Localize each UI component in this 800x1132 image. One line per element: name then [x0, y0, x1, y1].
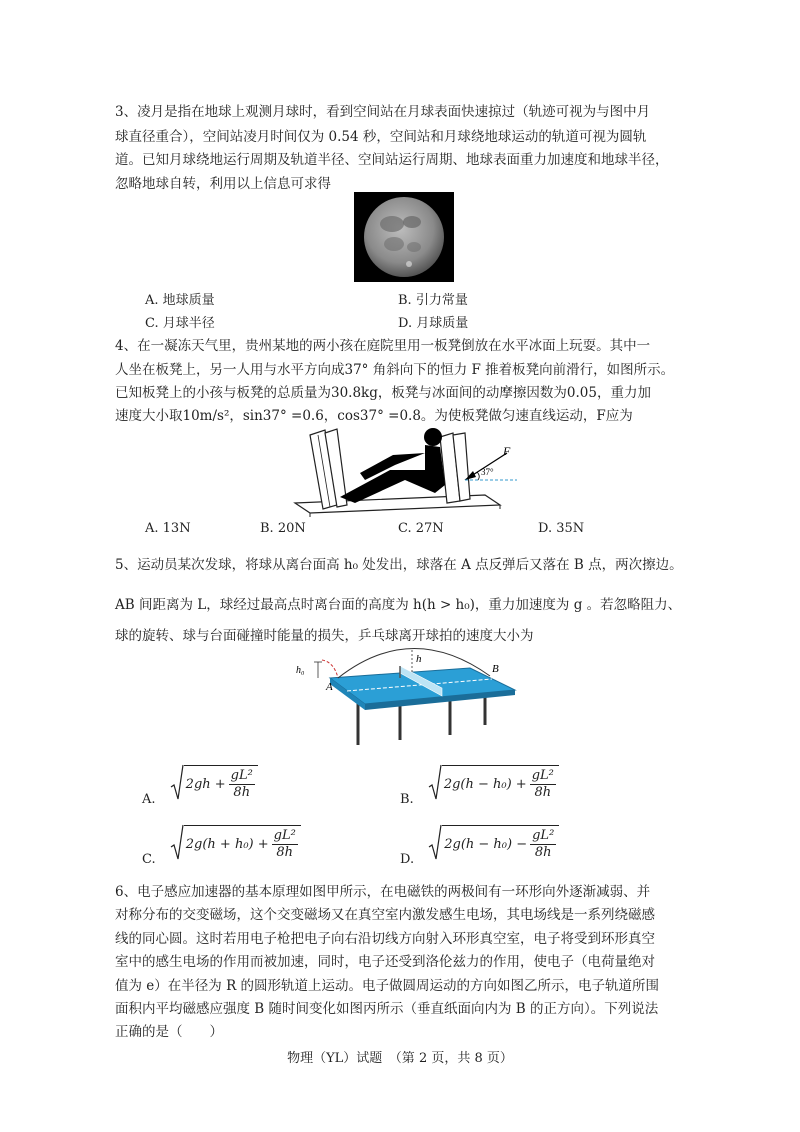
- q6-text-line: 线的同心圆。这时若用电子枪把电子向右沿切线方向射入环形真空室，电子将受到环形真空: [115, 931, 655, 947]
- q6-text-line: 室中的感生电场的作用而被加速，同时，电子还受到洛伦兹力的作用，使电子（电荷量绝对: [115, 954, 655, 970]
- q3-option-b: B. 引力常量: [398, 293, 468, 308]
- moon-image: [354, 192, 454, 282]
- q5-option-b: B. 2g(h − h₀) + $\frac{\text{gL²}}{8h}$: [400, 763, 559, 807]
- q4-option-c: C. 27N: [398, 521, 444, 536]
- moon-icon: [354, 192, 454, 282]
- q6-text-line: 对称分布的交变磁场，这个交变磁场又在真空室内激发感生电场，其电场线是一系列绕磁感: [115, 907, 655, 923]
- ping-pong-table-figure: [290, 640, 530, 750]
- h-label: h: [416, 653, 422, 665]
- q4-option-a: A. 13N: [145, 521, 191, 536]
- q3-option-a: A. 地球质量: [145, 293, 215, 308]
- q3-option-c: C. 月球半径: [145, 316, 215, 331]
- q5-option-d: D. 2g(h − h₀) − $\frac{\text{gL²}}{8h}$: [400, 823, 559, 867]
- q5-option-c: C. 2g(h + h₀) + $\frac{\text{gL²}}{8h}$: [142, 823, 301, 867]
- q3-option-d: D. 月球质量: [398, 316, 469, 331]
- q5-option-a: A. 2gh + $\frac{\text{gL²}}{8h}$: [142, 763, 258, 807]
- q4-text-line: 速度大小取10m/s²，sin37° =0.6，cos37° =0.8。为使板凳做匀速直线运动，F应为: [115, 408, 633, 424]
- q4-option-d: D. 35N: [538, 521, 585, 536]
- q3-text-line: 道。已知月球绕地运行周期及轨道半径、空间站运行周期、地球表面重力加速度和地球半径，: [115, 152, 669, 168]
- q4-text-line: 人坐在板凳上，另一人用与水平方向成37° 角斜向下的恒力 F 推着板凳向前滑行，如图所示。: [115, 362, 675, 378]
- force-label: F: [503, 444, 511, 458]
- page-footer: 物理（YL）试题 （第 2 页，共 8 页）: [287, 1051, 513, 1066]
- angle-label: 37°: [481, 467, 494, 477]
- point-b-label: B: [492, 663, 499, 675]
- q3-text-line: 3、凌月是指在地球上观测月球时，看到空间站在月球表面快速掠过（轨迹可视为与图中月: [115, 104, 651, 120]
- bench-figure: [285, 425, 525, 520]
- q6-text-line: 值为 e）在半径为 R 的圆形轨道上运动。电子做圆周运动的方向如图乙所示，电子轨道所围: [115, 978, 660, 994]
- q6-text-line: 正确的是（ ）: [115, 1024, 223, 1040]
- q4-text-line: 4、在一凝冻天气里，贵州某地的两小孩在庭院里用一板凳倒放在水平冰面上玩耍。其中一: [115, 338, 651, 354]
- q5-text-line: AB 间距离为 L，球经过最高点时离台面的高度为 h(h > h₀)，重力加速度为 g 。若忽略阻力、: [115, 597, 682, 613]
- q5-text-line: 球的旋转、球与台面碰撞时能量的损失，乒乓球离开球拍的速度大小为: [115, 628, 534, 644]
- point-a-label: A: [326, 681, 333, 693]
- q6-text-line: 面积内平均磁感应强度 B 随时间变化如图丙所示（垂直纸面向内为 B 的正方向）。下列说法: [115, 1001, 659, 1017]
- q3-text-line: 忽略地球自转，利用以上信息可求得: [115, 176, 331, 192]
- q4-text-line: 已知板凳上的小孩与板凳的总质量为30.8kg，板凳与冰面间的动摩擦因数为0.05，重力加: [115, 385, 651, 401]
- q5-text-line: 5、运动员某次发球，将球从离台面高 h₀ 处发出，球落在 A 点反弹后又落在 B 点，两次擦边。: [115, 557, 683, 573]
- q3-text-line: 球直径重合），空间站凌月时间仅为 0.54 秒，空间站和月球绕地球运动的轨道可视为圆轨: [115, 129, 647, 145]
- q4-option-b: B. 20N: [260, 521, 306, 536]
- q6-text-line: 6、电子感应加速器的基本原理如图甲所示，在电磁铁的两极间有一环形向外逐渐减弱、并: [115, 884, 651, 900]
- h0-label: h₀: [296, 665, 305, 676]
